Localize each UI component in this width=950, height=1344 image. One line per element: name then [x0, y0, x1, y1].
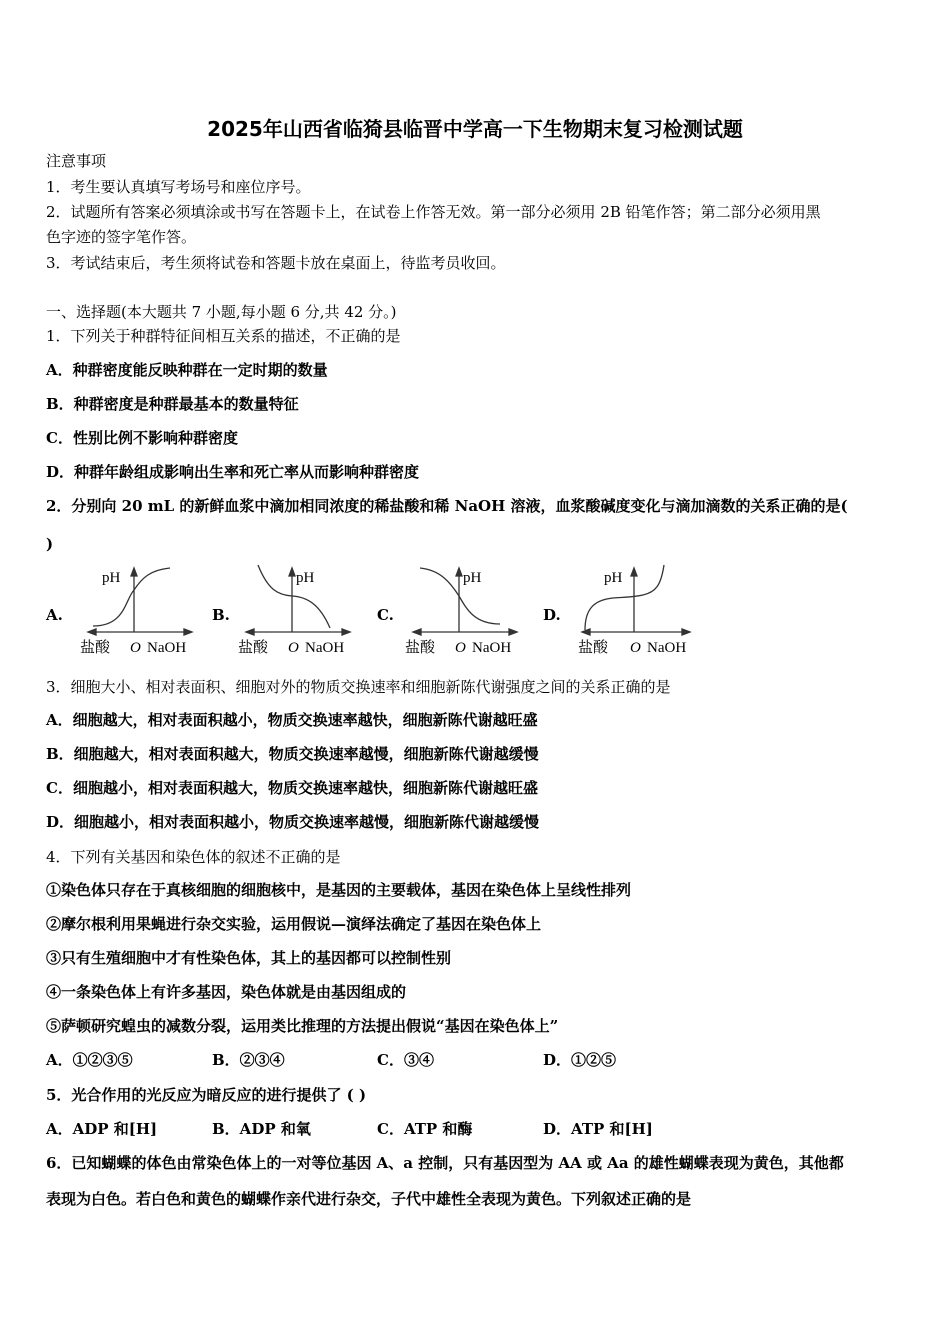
q2-graph-b	[238, 560, 363, 660]
q4-item: ②摩尔根利用果蝇进行杂交实验，运用假说—演绎法确定了基因在染色体上	[46, 915, 542, 933]
q2-option-c-label: C.	[377, 606, 394, 624]
notice-item: 1．考生要认真填写考场号和座位序号。	[46, 178, 311, 196]
q4-option-b: B．②③④	[212, 1051, 285, 1069]
q4-item: ③只有生殖细胞中才有性染色体，其上的基因都可以控制性别	[46, 949, 452, 967]
x-right-label: NaOH	[647, 640, 687, 656]
q4-stem: 4．下列有关基因和染色体的叙述不正确的是	[46, 848, 341, 866]
q4-option-c: C．③④	[377, 1051, 434, 1069]
q5-option-c: C．ATP 和酶	[377, 1120, 473, 1138]
q4-item: ①染色体只存在于真核细胞的细胞核中，是基因的主要载体，基因在染色体上呈线性排列	[46, 881, 632, 899]
origin-label: O	[130, 640, 141, 656]
section-heading: 一、选择题(本大题共 7 小题,每小题 6 分,共 42 分。)	[46, 303, 397, 321]
y-axis-label: pH	[102, 570, 121, 586]
x-left-label: 盐酸	[578, 640, 609, 656]
q3-option-d: D．细胞越小，相对表面积越小，物质交换速率越慢，细胞新陈代谢越缓慢	[46, 813, 540, 831]
y-axis-label: pH	[604, 570, 623, 586]
q1-option-a: A．种群密度能反映种群在一定时期的数量	[46, 361, 328, 379]
x-left-label: 盐酸	[238, 640, 269, 656]
x-left-label: 盐酸	[80, 640, 111, 656]
q3-stem: 3．细胞大小、相对表面积、细胞对外的物质交换速率和细胞新陈代谢强度之间的关系正确的是	[46, 678, 671, 696]
q4-item: ④一条染色体上有许多基因，染色体就是由基因组成的	[46, 983, 407, 1001]
y-axis-label: pH	[296, 570, 315, 586]
q1-stem: 1．下列关于种群特征间相互关系的描述，不正确的是	[46, 327, 401, 345]
x-left-label: 盐酸	[405, 640, 436, 656]
q2-graph-c	[405, 560, 530, 660]
q5-option-a: A．ADP 和[H]	[46, 1120, 158, 1138]
q1-option-c: C．性别比例不影响种群密度	[46, 429, 238, 447]
q2-option-b-label: B.	[212, 606, 230, 624]
q5-option-b: B．ADP 和氧	[212, 1120, 311, 1138]
notice-item: 3．考试结束后，考生须将试卷和答题卡放在桌面上，待监考员收回。	[46, 254, 506, 272]
x-right-label: NaOH	[472, 640, 512, 656]
notice-heading: 注意事项	[46, 152, 107, 170]
q3-option-a: A．细胞越大，相对表面积越小，物质交换速率越快，细胞新陈代谢越旺盛	[46, 711, 538, 729]
origin-label: O	[288, 640, 299, 656]
y-axis-label: pH	[463, 570, 482, 586]
q5-stem: 5．光合作用的光反应为暗反应的进行提供了 ( )	[46, 1086, 367, 1104]
origin-label: O	[455, 640, 466, 656]
q1-option-b: B．种群密度是种群最基本的数量特征	[46, 395, 299, 413]
x-right-label: NaOH	[147, 640, 187, 656]
origin-label: O	[630, 640, 641, 656]
q6-stem: 6．已知蝴蝶的体色由常染色体上的一对等位基因 A、a 控制，只有基因型为 AA 或 Aa 的雄性蝴蝶表现为黄色，其他都	[46, 1154, 844, 1172]
q3-option-b: B．细胞越大，相对表面积越大，物质交换速率越慢，细胞新陈代谢越缓慢	[46, 745, 539, 763]
x-right-label: NaOH	[305, 640, 345, 656]
notice-item: 色字迹的签字笔作答。	[46, 228, 197, 246]
q2-stem: 2．分别向 20 mL 的新鲜血浆中滴加相同浓度的稀盐酸和稀 NaOH 溶液，血浆酸碱度变化与滴加滴数的关系正确的是(	[46, 497, 848, 515]
q6-stem-cont: 表现为白色。若白色和黄色的蝴蝶作亲代进行杂交，子代中雄性全表现为黄色。下列叙述正确的是	[46, 1190, 692, 1208]
q1-option-d: D．种群年龄组成影响出生率和死亡率从而影响种群密度	[46, 463, 420, 481]
q4-option-d: D．①②⑤	[543, 1051, 617, 1069]
q2-graph-d	[578, 560, 703, 660]
q5-option-d: D．ATP 和[H]	[543, 1120, 653, 1138]
q2-graph-a	[80, 560, 205, 660]
q2-stem-end: )	[46, 535, 54, 553]
q4-item: ⑤萨顿研究蝗虫的减数分裂，运用类比推理的方法提出假说“基因在染色体上”	[46, 1017, 559, 1035]
notice-item: 2．试题所有答案必须填涂或书写在答题卡上，在试卷上作答无效。第一部分必须用 2B 铅笔作答；第二部分必须用黑	[46, 203, 821, 221]
q2-option-a-label: A.	[46, 606, 63, 624]
q3-option-c: C．细胞越小，相对表面积越大，物质交换速率越快，细胞新陈代谢越旺盛	[46, 779, 538, 797]
q2-option-d-label: D.	[543, 606, 561, 624]
q4-option-a: A．①②③⑤	[46, 1051, 133, 1069]
page-title: 2025年山西省临猗县临晋中学高一下生物期末复习检测试题	[207, 117, 743, 141]
